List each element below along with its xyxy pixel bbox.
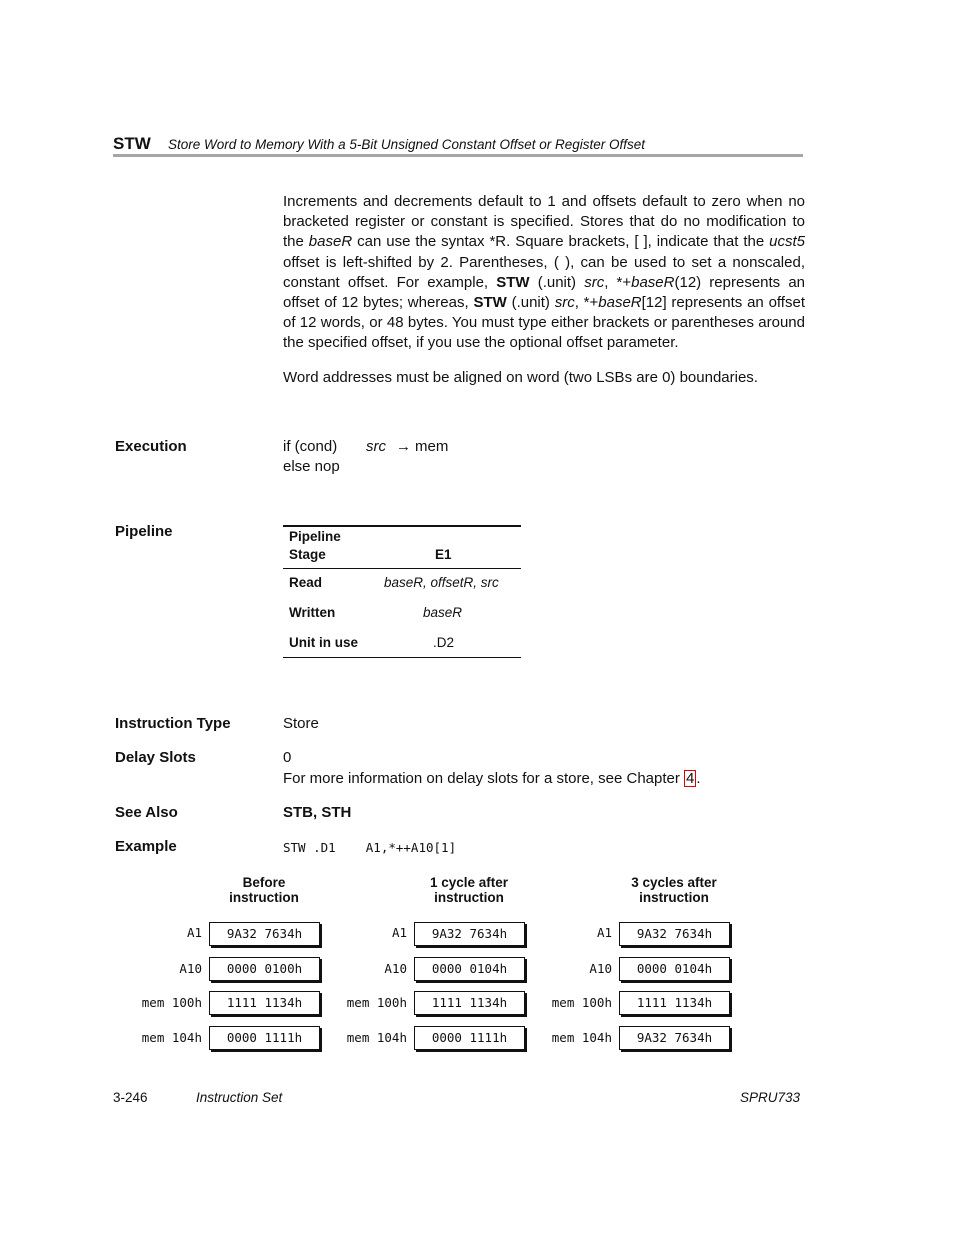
chapter-link[interactable]: 4 [686, 770, 695, 787]
text-run: ucst5 [769, 233, 805, 251]
column-head-1-cycle-after [404, 875, 534, 905]
execution-mem: mem [415, 438, 449, 455]
reg-label: A1 [596, 925, 612, 940]
text-run: [12] represents an offset of 12 words, or 48 bytes. You must type either brackets or parentheses around the specified offset, if you use the optional offset parameter. [283, 294, 805, 352]
delay-slots-note [283, 770, 701, 787]
text-run: baseR [598, 294, 642, 312]
reg-value-box: 0000 0104h [619, 957, 730, 981]
pipeline-row-read-name: Read [289, 575, 323, 590]
pipeline-row-read-value: baseR, offsetR, src [384, 575, 499, 590]
footer-page-number: 3-246 [113, 1090, 148, 1105]
instruction-type-value: Store [283, 715, 319, 732]
footer-section: Instruction Set [196, 1090, 283, 1105]
example-code: STW .D1 A1,*++A10[1] [283, 840, 457, 855]
reg-value-box: 0000 1111h [209, 1026, 320, 1050]
reg-label: A10 [384, 961, 407, 976]
column-head-before [204, 875, 324, 905]
see-also-value: STB, STH [283, 804, 352, 821]
reg-label: mem 100h [346, 995, 407, 1010]
header-title: Store Word to Memory With a 5-Bit Unsigned Constant Offset or Register Offset [168, 137, 646, 152]
header-mnemonic: STW [113, 134, 151, 153]
column-head-line: Before [242, 875, 286, 890]
reg-value-box: 9A32 7634h [619, 922, 730, 946]
reg-value-box: 1111 1134h [619, 991, 730, 1015]
arrow-right-icon: → [396, 438, 411, 455]
footer-doc-id: SPRU733 [740, 1090, 801, 1105]
reg-value-box: 9A32 7634h [414, 922, 525, 946]
pipeline-table [283, 525, 521, 659]
reg-value-box: 1111 1134h [414, 991, 525, 1015]
column-head-line: 1 cycle after [429, 875, 509, 890]
pipeline-head-e1: E1 [435, 547, 452, 562]
reg-value-box: 0000 0104h [414, 957, 525, 981]
reg-label: A1 [391, 925, 407, 940]
reg-value-box: 9A32 7634h [619, 1026, 730, 1050]
reg-label: mem 104h [141, 1030, 202, 1045]
see-also-label: See Also [115, 804, 178, 821]
delay-slots-value: 0 [283, 749, 292, 766]
pipeline-row-written-name: Written [289, 605, 336, 620]
reg-value-box: 1111 1134h [209, 991, 320, 1015]
text-run: (12) represents an offset of 12 bytes; whereas, [283, 273, 805, 312]
column-head-line: 3 cycles after [631, 875, 717, 890]
pipeline-row-unit-name: Unit in use [289, 635, 359, 650]
text-run: baseR [631, 273, 675, 291]
text-run: STW [496, 273, 530, 291]
text-run: src [584, 273, 605, 291]
text-run: can use the syntax *R. Square brackets, [ ], indicate that the [352, 233, 770, 251]
column-head-line: instruction [229, 890, 299, 905]
header-rule [113, 154, 803, 157]
column-head-line: instruction [639, 890, 709, 905]
reg-label: mem 100h [141, 995, 202, 1010]
column-head-3-cycles-after [608, 875, 740, 905]
reg-label: A1 [186, 925, 202, 940]
pipeline-head-stage-1: Pipeline [289, 529, 341, 544]
reg-label: mem 100h [551, 995, 612, 1010]
text-run: (.unit) [506, 294, 555, 312]
text-run: Increments and decrements default to 1 and offsets default to zero when no bracketed register or constant is specified. Stores that do no modification to the [283, 193, 805, 251]
text-run: , *+ [604, 273, 632, 291]
reg-label: mem 104h [551, 1030, 612, 1045]
table-rule-top [283, 525, 521, 527]
text-run: (.unit) [529, 273, 585, 291]
text-run: For more information on delay slots for a store, see Chapter [283, 770, 685, 787]
pipeline-row-unit-value: .D2 [433, 635, 455, 650]
table-rule-mid [283, 568, 521, 569]
example-label: Example [115, 838, 177, 855]
text-run: offset is left-shifted by 2. Parentheses, ( ), can be used to set a nonscaled, constant offset. For example, [283, 253, 805, 291]
table-rule-bottom [283, 657, 521, 658]
text-run: . [696, 770, 701, 787]
pipeline-label: Pipeline [115, 523, 173, 540]
execution-src: src [366, 438, 386, 455]
reg-value-box: 0000 0100h [209, 957, 320, 981]
execution-label: Execution [115, 438, 187, 455]
reg-value-box: 9A32 7634h [209, 922, 320, 946]
reg-value-box: 0000 1111h [414, 1026, 525, 1050]
reg-label: A10 [589, 961, 612, 976]
reg-label: A10 [179, 961, 202, 976]
text-run: , *+ [574, 294, 599, 312]
pipeline-head-stage-2: Stage [289, 547, 326, 562]
execution-if-cond: if (cond) [283, 438, 338, 455]
text-run: STW [473, 294, 507, 312]
description-paragraph-1 [283, 192, 805, 354]
text-run: baseR [308, 233, 353, 251]
reg-label: mem 104h [346, 1030, 407, 1045]
description-paragraph-2: Word addresses must be aligned on word (two LSBs are 0) boundaries. [283, 369, 758, 386]
delay-slots-label: Delay Slots [115, 749, 196, 766]
pipeline-row-written-value: baseR [423, 605, 463, 620]
text-run: src [554, 294, 575, 312]
execution-else: else nop [283, 458, 340, 475]
instruction-type-label: Instruction Type [115, 715, 231, 732]
column-head-line: instruction [434, 890, 504, 905]
